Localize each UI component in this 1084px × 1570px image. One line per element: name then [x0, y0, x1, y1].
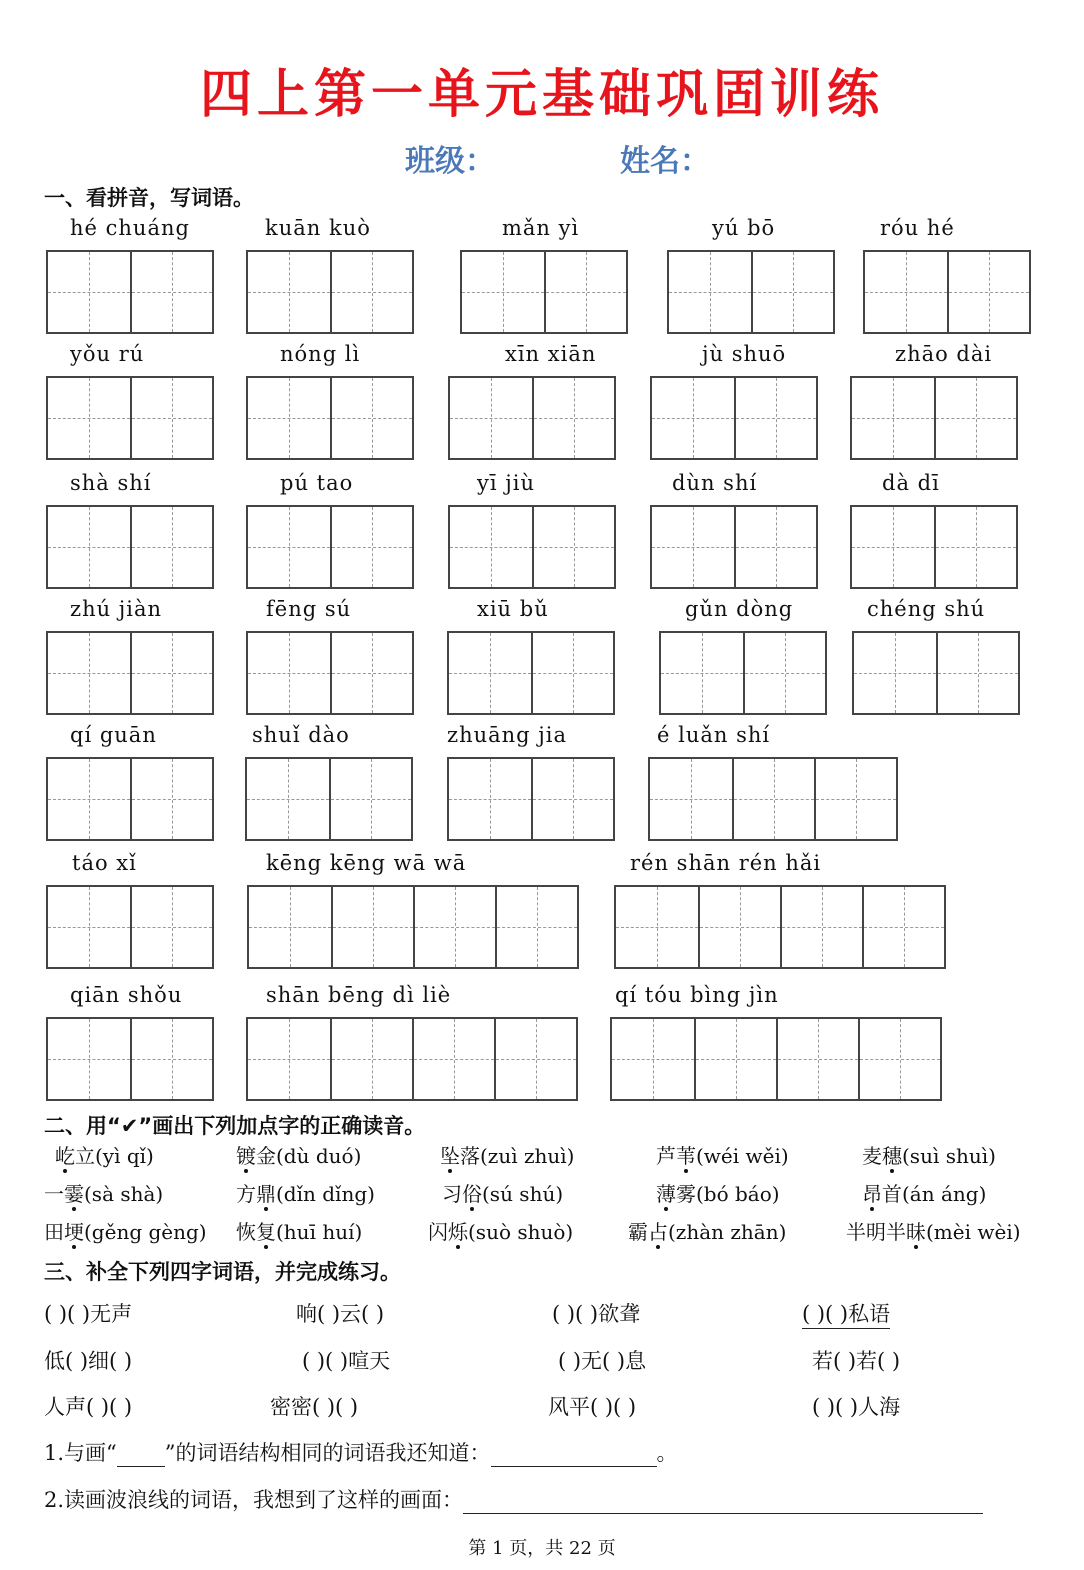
dotted-character: 坠: [440, 1144, 460, 1168]
idiom-blank[interactable]: ( )( )人海: [812, 1395, 901, 1419]
writing-cell[interactable]: [48, 633, 130, 713]
pinyin-label: pú tao: [280, 471, 354, 495]
writing-cell[interactable]: [248, 378, 330, 458]
writing-grid: [648, 757, 898, 841]
writing-grid: [447, 631, 615, 715]
writing-cell[interactable]: [449, 633, 531, 713]
word-part: 芦: [656, 1144, 676, 1168]
pronunciation-item[interactable]: [44, 1216, 207, 1245]
writing-cell[interactable]: [532, 378, 614, 458]
writing-grid: [448, 376, 616, 460]
pronunciation-item[interactable]: [656, 1140, 789, 1169]
writing-grid: [863, 250, 1031, 334]
writing-cell[interactable]: [330, 252, 412, 332]
class-label: 班级：: [405, 144, 495, 179]
writing-cell[interactable]: [612, 1019, 694, 1099]
writing-grid: [46, 250, 214, 334]
writing-cell[interactable]: [734, 507, 816, 587]
word-part: 田: [44, 1220, 64, 1244]
writing-cell[interactable]: [130, 252, 212, 332]
dotted-character: 烁: [448, 1220, 468, 1244]
writing-cell[interactable]: [616, 887, 698, 967]
writing-grid: [246, 376, 414, 460]
writing-cell[interactable]: [462, 252, 544, 332]
writing-grid: [447, 757, 615, 841]
writing-cell[interactable]: [751, 252, 833, 332]
question-2-text: 2.读画波浪线的词语，我想到了这样的画面：: [44, 1488, 464, 1512]
writing-cell[interactable]: [449, 759, 531, 839]
writing-cell[interactable]: [130, 378, 212, 458]
writing-cell[interactable]: [776, 1019, 858, 1099]
section2-heading: 二、用“✔”画出下列加点字的正确读音。: [44, 1114, 426, 1138]
pronunciation-item[interactable]: [44, 1178, 163, 1207]
pinyin-options: (suì shuì): [902, 1144, 996, 1168]
pinyin-label: róu hé: [880, 216, 955, 240]
writing-grid: [614, 885, 946, 969]
writing-grid: [46, 376, 214, 460]
writing-cell[interactable]: [936, 633, 1018, 713]
pinyin-options: (sà shà): [84, 1182, 164, 1206]
dotted-character: 镀: [236, 1144, 256, 1168]
pronunciation-item[interactable]: [236, 1178, 375, 1207]
question-1: [44, 1437, 678, 1467]
writing-cell[interactable]: [248, 633, 330, 713]
word-part: 半明半: [846, 1220, 906, 1244]
idiom-blank[interactable]: 若( )若( ): [812, 1349, 901, 1373]
pinyin-label: yú bō: [712, 216, 776, 240]
dotted-character: 穗: [882, 1144, 902, 1168]
writing-grid: [852, 631, 1020, 715]
idiom-blank[interactable]: ( )无( )息: [558, 1349, 647, 1373]
pinyin-label: shān bēng dì liè: [266, 983, 452, 1007]
dotted-character: 鼎: [256, 1182, 276, 1206]
writing-cell[interactable]: [934, 507, 1016, 587]
idiom-blank[interactable]: ( )( )私语: [802, 1298, 890, 1329]
dotted-character: 昂: [862, 1182, 882, 1206]
pronunciation-item[interactable]: [55, 1140, 154, 1169]
writing-cell[interactable]: [854, 633, 936, 713]
writing-cell[interactable]: [248, 252, 330, 332]
idiom-blank[interactable]: 密密( )( ): [270, 1395, 359, 1419]
pronunciation-item[interactable]: [628, 1216, 786, 1245]
pinyin-options: (dù duó): [276, 1144, 362, 1168]
writing-cell[interactable]: [330, 633, 412, 713]
writing-grid: [659, 631, 827, 715]
dotted-character: 屹: [55, 1144, 75, 1168]
writing-grid: [46, 757, 214, 841]
writing-cell[interactable]: [531, 633, 613, 713]
writing-cell[interactable]: [495, 887, 577, 967]
writing-cell[interactable]: [732, 759, 814, 839]
writing-cell[interactable]: [865, 252, 947, 332]
section1-heading: 一、看拼音，写词语。: [44, 186, 254, 210]
writing-grid: [650, 505, 818, 589]
writing-cell[interactable]: [329, 759, 411, 839]
writing-grid: [246, 505, 414, 589]
writing-cell[interactable]: [947, 252, 1029, 332]
question-2: [44, 1484, 983, 1514]
writing-cell[interactable]: [652, 378, 734, 458]
underline-sample: [117, 1466, 165, 1467]
writing-cell[interactable]: [130, 887, 212, 967]
writing-cell[interactable]: [130, 1019, 212, 1099]
writing-cell[interactable]: [743, 633, 825, 713]
pinyin-options: (huī huí): [276, 1220, 363, 1244]
pinyin-label: yī jiù: [477, 471, 536, 495]
dotted-character: 昧: [906, 1220, 926, 1244]
writing-cell[interactable]: [852, 507, 934, 587]
word-part: 金: [256, 1144, 276, 1168]
writing-cell[interactable]: [934, 378, 1016, 458]
dotted-character: 埂: [64, 1220, 84, 1244]
pronunciation-item[interactable]: [440, 1140, 574, 1169]
pinyin-label: kuān kuò: [265, 216, 371, 240]
word-part: 落: [460, 1144, 480, 1168]
writing-cell[interactable]: [450, 507, 532, 587]
writing-grid: [46, 885, 214, 969]
word-part: 恢: [236, 1220, 256, 1244]
pinyin-label: kēng kēng wā wā: [266, 851, 467, 875]
writing-grid: [246, 631, 414, 715]
pinyin-label: qí guān: [70, 723, 157, 747]
writing-cell[interactable]: [652, 507, 734, 587]
writing-cell[interactable]: [858, 1019, 940, 1099]
pinyin-label: mǎn yì: [502, 216, 580, 240]
idiom-blank[interactable]: ( )( )喧天: [302, 1349, 391, 1373]
name-label: 姓名：: [620, 144, 710, 179]
idiom-blank[interactable]: ( )( )欲聋: [552, 1302, 641, 1326]
idiom-blank[interactable]: 低( )细( ): [44, 1349, 133, 1373]
writing-cell[interactable]: [494, 1019, 576, 1099]
writing-cell[interactable]: [248, 507, 330, 587]
pronunciation-item[interactable]: [236, 1216, 362, 1245]
word-part: 首: [882, 1182, 902, 1206]
pinyin-label: xīn xiān: [505, 342, 597, 366]
pinyin-options: (sú shú): [482, 1182, 564, 1206]
writing-grid: [46, 505, 214, 589]
pinyin-options: (zhàn zhān): [668, 1220, 787, 1244]
writing-cell[interactable]: [48, 1019, 130, 1099]
writing-grid: [46, 631, 214, 715]
writing-grid: [850, 505, 1018, 589]
writing-cell[interactable]: [814, 759, 896, 839]
pinyin-label: qí tóu bìng jìn: [615, 983, 779, 1007]
writing-cell[interactable]: [852, 378, 934, 458]
pronunciation-item[interactable]: [846, 1216, 1021, 1245]
dotted-character: 霎: [64, 1182, 84, 1206]
writing-cell[interactable]: [450, 378, 532, 458]
pronunciation-item[interactable]: [862, 1140, 996, 1169]
pinyin-options: (gěng gèng): [84, 1220, 207, 1244]
pinyin-options: (mèi wèi): [926, 1220, 1021, 1244]
answer-line-2[interactable]: [463, 1513, 983, 1514]
pinyin-options: (bó báo): [696, 1182, 780, 1206]
pronunciation-item[interactable]: [656, 1178, 780, 1207]
writing-grid: [245, 757, 413, 841]
pinyin-label: zhuāng jia: [447, 723, 568, 747]
word-part: 立: [75, 1144, 95, 1168]
pinyin-options: (dǐn dǐng): [276, 1182, 375, 1206]
pinyin-label: rén shān rén hǎi: [630, 851, 822, 875]
writing-grid: [610, 1017, 942, 1101]
idiom-blank[interactable]: 人声( )( ): [44, 1395, 133, 1419]
question-1-end: 。: [656, 1441, 678, 1465]
word-part: 方: [236, 1182, 256, 1206]
idiom-blank[interactable]: 响( )云( ): [296, 1302, 385, 1326]
pinyin-label: é luǎn shí: [657, 723, 771, 747]
answer-line-1[interactable]: [491, 1466, 657, 1467]
writing-cell[interactable]: [330, 378, 412, 458]
word-part: 一: [44, 1182, 64, 1206]
idiom-blank[interactable]: 风平( )( ): [548, 1395, 637, 1419]
writing-cell[interactable]: [780, 887, 862, 967]
writing-grid: [246, 1017, 578, 1101]
writing-cell[interactable]: [248, 1019, 330, 1099]
writing-grid: [850, 376, 1018, 460]
word-part: 霸: [628, 1220, 648, 1244]
writing-cell[interactable]: [330, 1019, 412, 1099]
word-part: 麦: [862, 1144, 882, 1168]
pinyin-label: zhāo dài: [895, 342, 993, 366]
writing-grid: [247, 885, 579, 969]
pinyin-label: yǒu rú: [70, 342, 145, 366]
writing-cell[interactable]: [249, 887, 331, 967]
writing-cell[interactable]: [669, 252, 751, 332]
page-title: 四上第一单元基础巩固训练: [199, 65, 884, 125]
pinyin-options: (yì qǐ): [95, 1144, 154, 1168]
pinyin-label: gǔn dòng: [685, 597, 794, 621]
pinyin-label: hé chuáng: [70, 216, 190, 240]
writing-grid: [448, 505, 616, 589]
writing-cell[interactable]: [661, 633, 743, 713]
pronunciation-item[interactable]: [442, 1178, 563, 1207]
writing-grid: [667, 250, 835, 334]
word-part: 闪: [428, 1220, 448, 1244]
writing-cell[interactable]: [532, 507, 614, 587]
writing-cell[interactable]: [247, 759, 329, 839]
writing-cell[interactable]: [862, 887, 944, 967]
writing-grid: [246, 250, 414, 334]
writing-cell[interactable]: [48, 887, 130, 967]
writing-grid: [46, 1017, 214, 1101]
writing-cell[interactable]: [48, 507, 130, 587]
writing-cell[interactable]: [544, 252, 626, 332]
dotted-character: 俗: [462, 1182, 482, 1206]
pinyin-label: shà shí: [70, 471, 152, 495]
pinyin-options: (zuì zhuì): [480, 1144, 575, 1168]
pinyin-options: (án áng): [902, 1182, 987, 1206]
dotted-character: 苇: [676, 1144, 696, 1168]
word-part: 雾: [676, 1182, 696, 1206]
writing-cell[interactable]: [698, 887, 780, 967]
pinyin-label: jù shuō: [702, 342, 787, 366]
pinyin-options: (suò shuò): [468, 1220, 574, 1244]
pinyin-label: xiū bǔ: [477, 597, 549, 621]
writing-cell[interactable]: [330, 507, 412, 587]
pinyin-label: fēng sú: [266, 597, 352, 621]
pinyin-label: shuǐ dào: [252, 723, 350, 747]
pinyin-label: dà dī: [882, 471, 940, 495]
dotted-character: 薄: [656, 1182, 676, 1206]
pinyin-label: táo xǐ: [72, 851, 137, 875]
pronunciation-item[interactable]: [428, 1216, 573, 1245]
pinyin-label: chéng shú: [867, 597, 986, 621]
writing-cell[interactable]: [412, 1019, 494, 1099]
writing-cell[interactable]: [48, 378, 130, 458]
writing-cell[interactable]: [130, 507, 212, 587]
writing-cell[interactable]: [413, 887, 495, 967]
writing-grid: [460, 250, 628, 334]
pinyin-options: (wéi wěi): [696, 1144, 789, 1168]
pinyin-label: nóng lì: [280, 342, 361, 366]
writing-cell[interactable]: [331, 887, 413, 967]
writing-grid: [650, 376, 818, 460]
pronunciation-item[interactable]: [236, 1140, 361, 1169]
writing-cell[interactable]: [650, 759, 732, 839]
writing-cell[interactable]: [130, 633, 212, 713]
dotted-character: 占: [648, 1220, 668, 1244]
idiom-blank[interactable]: ( )( )无声: [44, 1302, 133, 1326]
pinyin-label: dùn shí: [672, 471, 758, 495]
question-1-prefix: 1.与画“: [44, 1441, 117, 1465]
writing-cell[interactable]: [48, 759, 130, 839]
page-footer: 第 1 页，共 22 页: [468, 1538, 616, 1559]
pinyin-label: zhú jiàn: [70, 597, 163, 621]
writing-cell[interactable]: [130, 759, 212, 839]
dotted-character: 复: [256, 1220, 276, 1244]
writing-cell[interactable]: [531, 759, 613, 839]
writing-cell[interactable]: [48, 252, 130, 332]
section3-heading: 三、补全下列四字词语，并完成练习。: [44, 1260, 401, 1284]
word-part: 习: [442, 1182, 462, 1206]
writing-cell[interactable]: [734, 378, 816, 458]
writing-cell[interactable]: [694, 1019, 776, 1099]
pronunciation-item[interactable]: [862, 1178, 986, 1207]
question-1-text: ”的词语结构相同的词语我还知道：: [164, 1441, 491, 1465]
pinyin-label: qiān shǒu: [70, 983, 183, 1007]
